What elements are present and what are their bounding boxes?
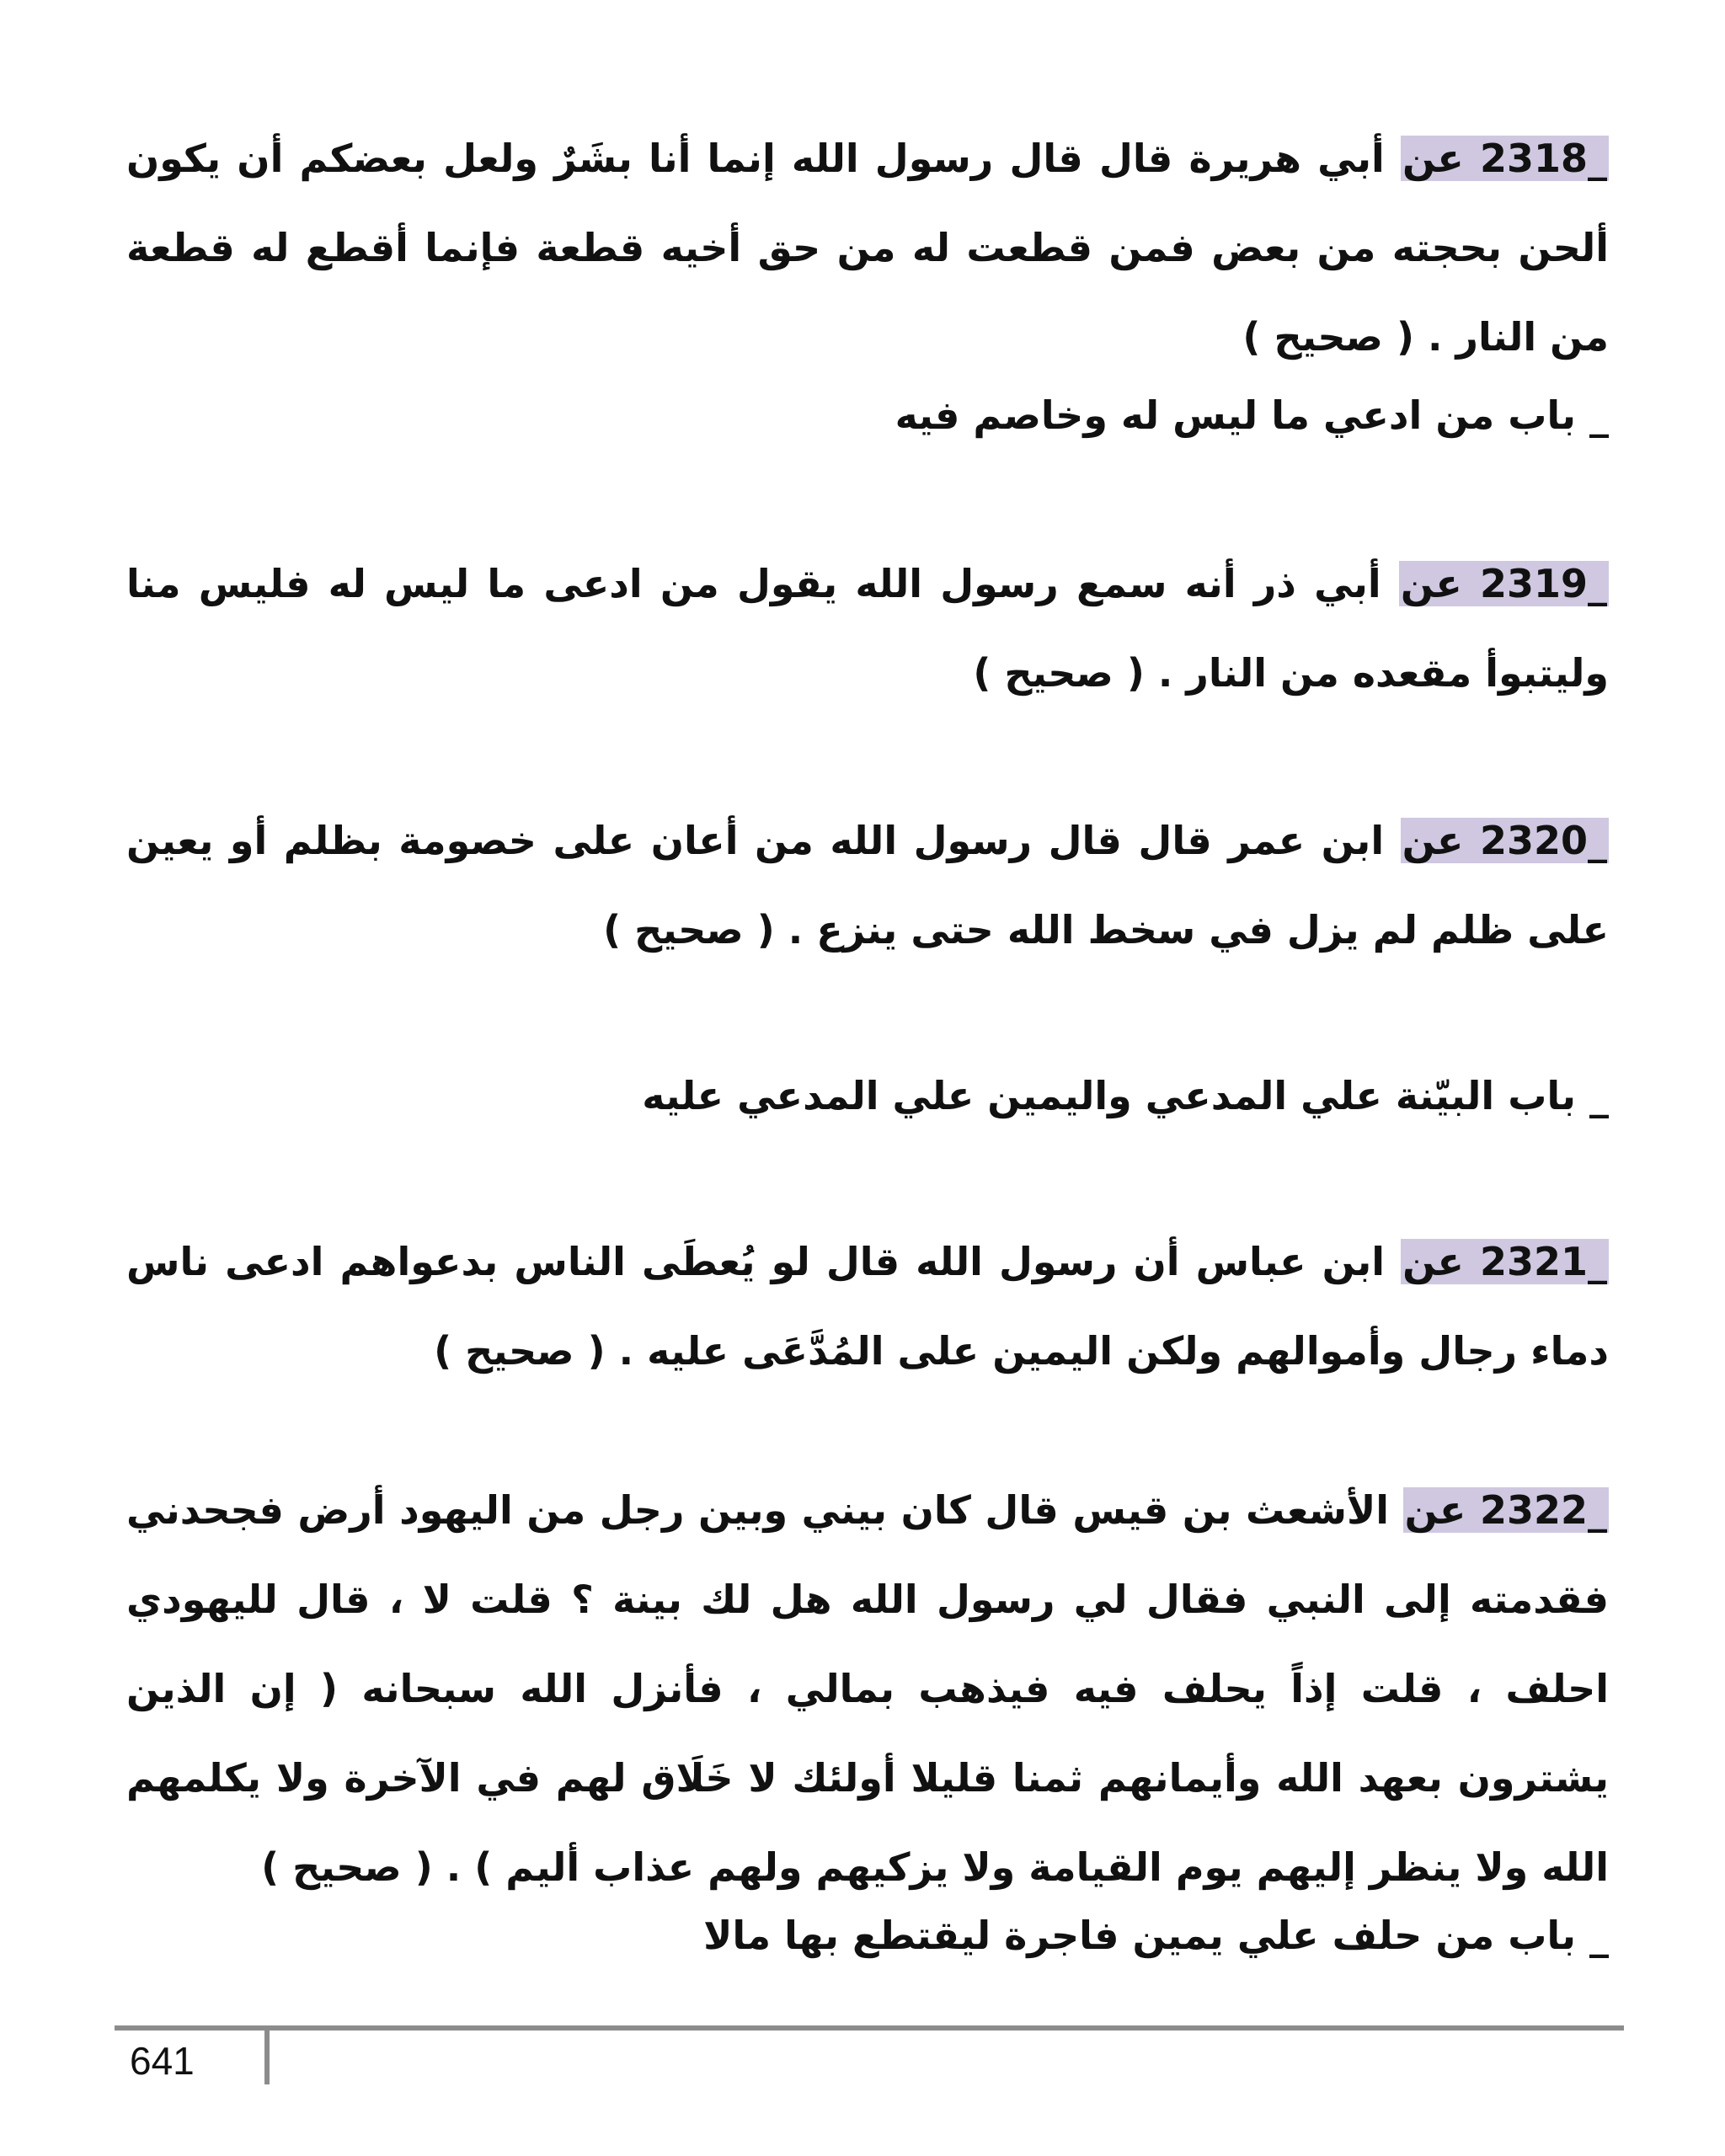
footer-tick xyxy=(264,2025,270,2084)
entry-number: 2322_ xyxy=(1479,1487,1607,1533)
chapter-heading: _ باب البيّنة علي المدعي واليمين علي المدعي عليه xyxy=(642,1073,1609,1118)
hadith-entry-2318 xyxy=(126,114,1609,382)
entry-marker xyxy=(1401,1239,1609,1284)
entry-text: أبي ذر أنه سمع رسول الله يقول من ادعى ما ليس له فليس منا وليتبوأ مقعده من النار . ( صحيح ) xyxy=(126,561,1609,696)
entry-number: 2319_ xyxy=(1479,561,1608,606)
entry-an: عن xyxy=(1402,818,1464,863)
chapter-heading: _ باب من حلف علي يمين فاجرة ليقتطع بها مالا xyxy=(703,1913,1609,1958)
hadith-entry-2322 xyxy=(126,1465,1609,1912)
footer-rule xyxy=(115,2025,1624,2031)
entry-marker xyxy=(1401,136,1609,181)
entry-text: الأشعث بن قيس قال كان بيني وبين رجل من اليهود أرض فجحدني فقدمته إلى النبي فقال لي رسول الله هل لك بينة ؟ قلت لا ، قال لليهودي احلف ، قلت إذاً يحلف فيه فيذهب بمالي ، فأنزل الله سبحانه ( إن الذين يشترون بعهد الله وأيمانهم ثمنا قليلا أولئك لا خَلَاق لهم في الآخرة ولا يكلمهم الله ولا ينظر إليهم يوم القيامة ولا يزكيهم ولهم عذاب أليم ) . ( صحيح ) xyxy=(126,1487,1609,1890)
entry-an: عن xyxy=(1404,1487,1466,1533)
hadith-entry-2319 xyxy=(126,539,1609,718)
entry-marker xyxy=(1399,561,1609,606)
entry-number: 2318_ xyxy=(1479,136,1607,181)
entry-text: ابن عباس أن رسول الله قال لو يُعطَى الناس بدعواهم ادعى ناس دماء رجال وأموالهم ولكن اليمين على المُدَّعَى عليه . ( صحيح ) xyxy=(126,1239,1609,1374)
chapter-heading: _ باب من ادعي ما ليس له وخاصم فيه xyxy=(895,392,1609,438)
entry-marker xyxy=(1401,818,1609,863)
entry-number: 2321_ xyxy=(1479,1239,1607,1284)
entry-an: عن xyxy=(1402,1239,1464,1284)
entry-marker xyxy=(1403,1487,1609,1533)
entry-text: ابن عمر قال قال رسول الله من أعان على خصومة بظلم أو يعين على ظلم لم يزل في سخط الله حتى ينزع . ( صحيح ) xyxy=(126,818,1609,953)
hadith-entry-2321 xyxy=(126,1217,1609,1396)
entry-number: 2320_ xyxy=(1479,818,1607,863)
page-number: 641 xyxy=(130,2039,195,2083)
hadith-entry-2320 xyxy=(126,796,1609,974)
entry-an: عن xyxy=(1402,136,1464,181)
entry-text: أبي هريرة قال قال رسول الله إنما أنا بشَرٌ ولعل بعضكم أن يكون ألحن بحجته من بعض فمن قطعت له من حق أخيه قطعة فإنما أقطع له قطعة من النار . ( صحيح ) xyxy=(126,136,1609,360)
entry-an: عن xyxy=(1400,561,1462,606)
